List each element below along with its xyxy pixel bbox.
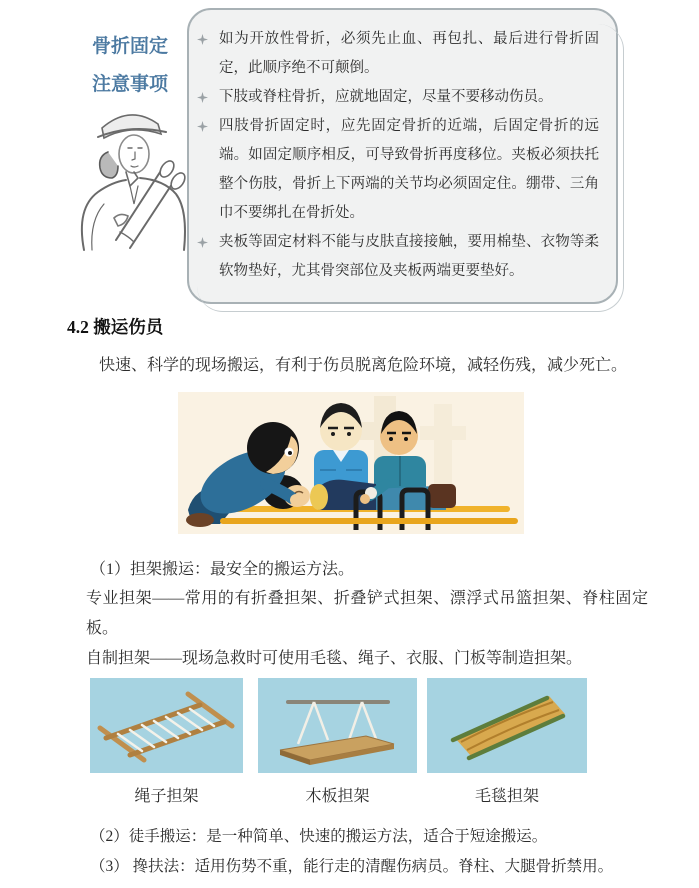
note-item-text: 如为开放性骨折，必须先止血、再包扎、最后进行骨折固定，此顺序绝不可颠倒。	[219, 31, 599, 76]
section-intro: 快速、科学的现场搬运，有利于伤员脱离危险环境，减轻伤残，减少死亡。	[99, 357, 628, 374]
diamond-bullet-icon	[197, 228, 219, 248]
note-item	[197, 83, 610, 112]
note-item-text: 夹板等固定材料不能与皮肤直接接触，要用棉垫、衣物等柔软物垫好，尤其骨突部位及夹板两端更要垫好。	[219, 234, 599, 279]
list-item-text: 专业担架——常用的有折叠担架、折叠铲式担架、漂浮式吊篮担架、脊柱固定板。	[86, 590, 648, 637]
list-item-3: （3） 搀扶法：适用伤势不重，能行走的清醒伤病员。脊柱、大腿骨折禁用。	[90, 858, 614, 875]
rope-stretcher-illustration	[90, 678, 243, 773]
note-box-title	[70, 28, 190, 104]
rescue-scene-illustration	[178, 392, 524, 534]
wood-board-stretcher-illustration	[258, 678, 417, 773]
list-item-2: （2）徒手搬运：是一种简单、快速的搬运方法，适合于短途搬运。	[90, 828, 548, 845]
list-item-text: 自制担架——现场急救时可使用毛毯、绳子、衣服、门板等制造担架。	[86, 650, 583, 667]
list-item	[62, 644, 648, 674]
note-title-line2: 注意事项	[91, 74, 168, 95]
list-item	[62, 584, 648, 644]
fracture-fixation-notes-box	[187, 8, 618, 304]
note-item-text: 下肢或脊柱骨折，应就地固定，尽量不要移动伤员。	[219, 89, 553, 105]
section-heading: 4.2 搬运伤员	[67, 317, 164, 337]
diamond-bullet-icon	[197, 25, 219, 45]
rope-stretcher-label: 绳子担架	[134, 788, 199, 805]
note-item	[197, 112, 610, 228]
blanket-stretcher-illustration	[427, 678, 587, 773]
diamond-bullet-icon	[197, 112, 219, 132]
note-item	[197, 228, 610, 286]
note-item	[197, 25, 610, 83]
diamond-bullet-icon	[197, 83, 219, 103]
list-item-1: （1）担架搬运：最安全的搬运方法。	[90, 561, 355, 578]
worker-sketch-illustration	[68, 100, 196, 258]
note-item-text: 四肢骨折固定时，应先固定骨折的近端，后固定骨折的远端。如固定顺序相反，可导致骨折再度移位。夹板必须扶托整个伤肢，骨折上下两端的关节均必须固定住。绷带、三角巾不要绑扎在骨折处。	[219, 118, 599, 221]
wood-board-stretcher-label: 木板担架	[305, 788, 370, 805]
note-title-line1: 骨折固定	[91, 36, 168, 57]
wood-board-stretcher-image	[258, 678, 417, 773]
rope-stretcher-image	[90, 678, 243, 773]
blanket-stretcher-label: 毛毯担架	[474, 788, 539, 805]
blanket-stretcher-image	[427, 678, 587, 773]
